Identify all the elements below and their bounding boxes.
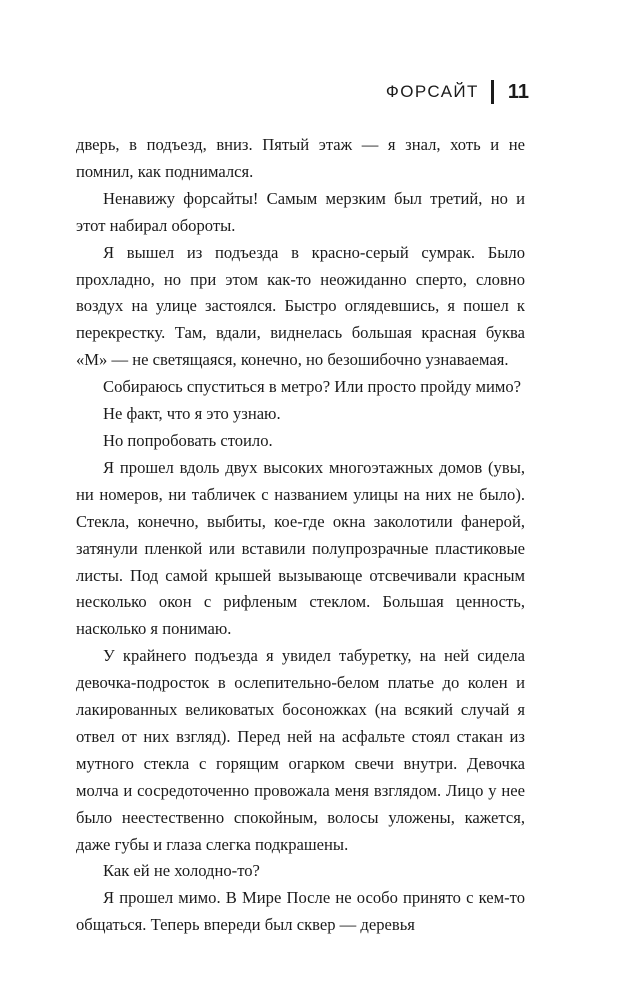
body-text bbox=[76, 132, 525, 939]
paragraph: Собираюсь спуститься в метро? Или просто пройду мимо? bbox=[103, 377, 522, 397]
paragraph: Я прошел мимо. В Мире После не особо принято с кем-то общаться. Теперь впереди был сквер — деревья bbox=[76, 888, 525, 935]
paragraph: У крайнего подъезда я увидел табуретку, на ней сидела девочка-подросток в ослепительно-белом платье до колен и лакированных великоватых босоножках (на всякий случай я отвел от них взгляд). Перед ней на асфальте стоял стакан из мутного стекла с горящим огарком свечи внутри. Девочка молча и сосредоточенно провожала меня взглядом. Лицо у нее было неестественно спокойным, волосы уложены, кажется, даже губы и глаза слегка подкрашены. bbox=[76, 646, 525, 854]
paragraph: Как ей не холодно-то? bbox=[103, 861, 260, 881]
paragraph: Ненавижу форсайты! Самым мерзким был третий, но и этот набирал обороты. bbox=[76, 188, 525, 235]
paragraph: Но попробовать стоило. bbox=[103, 430, 273, 450]
header-divider bbox=[491, 80, 494, 104]
running-header bbox=[386, 80, 529, 104]
running-title: ФОРСАЙТ bbox=[385, 82, 479, 101]
paragraph: дверь, в подъезд, вниз. Пятый этаж — я знал, хоть и не помнил, как поднимался. bbox=[76, 135, 525, 181]
paragraph: Я прошел вдоль двух высоких многоэтажных домов (увы, ни номеров, ни табличек с названием улицы на них не было). Стекла, конечно, выбиты, кое-где окна заколотили фанерой, затянули пленкой или вставили полупрозрачные пластиковые листы. Под самой крышей вызывающе отсвечивали красным несколько окон с рифленым стеклом. Большая ценность, насколько я понимаю. bbox=[76, 457, 525, 639]
page-number: 11 bbox=[507, 80, 529, 103]
paragraph: Я вышел из подъезда в красно-серый сумрак. Было прохладно, но при этом как-то неожиданно сперто, словно воздух на улице застоялся. Быстро оглядевшись, я пошел к перекрестку. Там, вдали, виднелась большая красная буква «М» — не светящаяся, конечно, но безошибочно узнаваемая. bbox=[76, 242, 525, 370]
paragraph: Не факт, что я это узнаю. bbox=[103, 404, 281, 424]
